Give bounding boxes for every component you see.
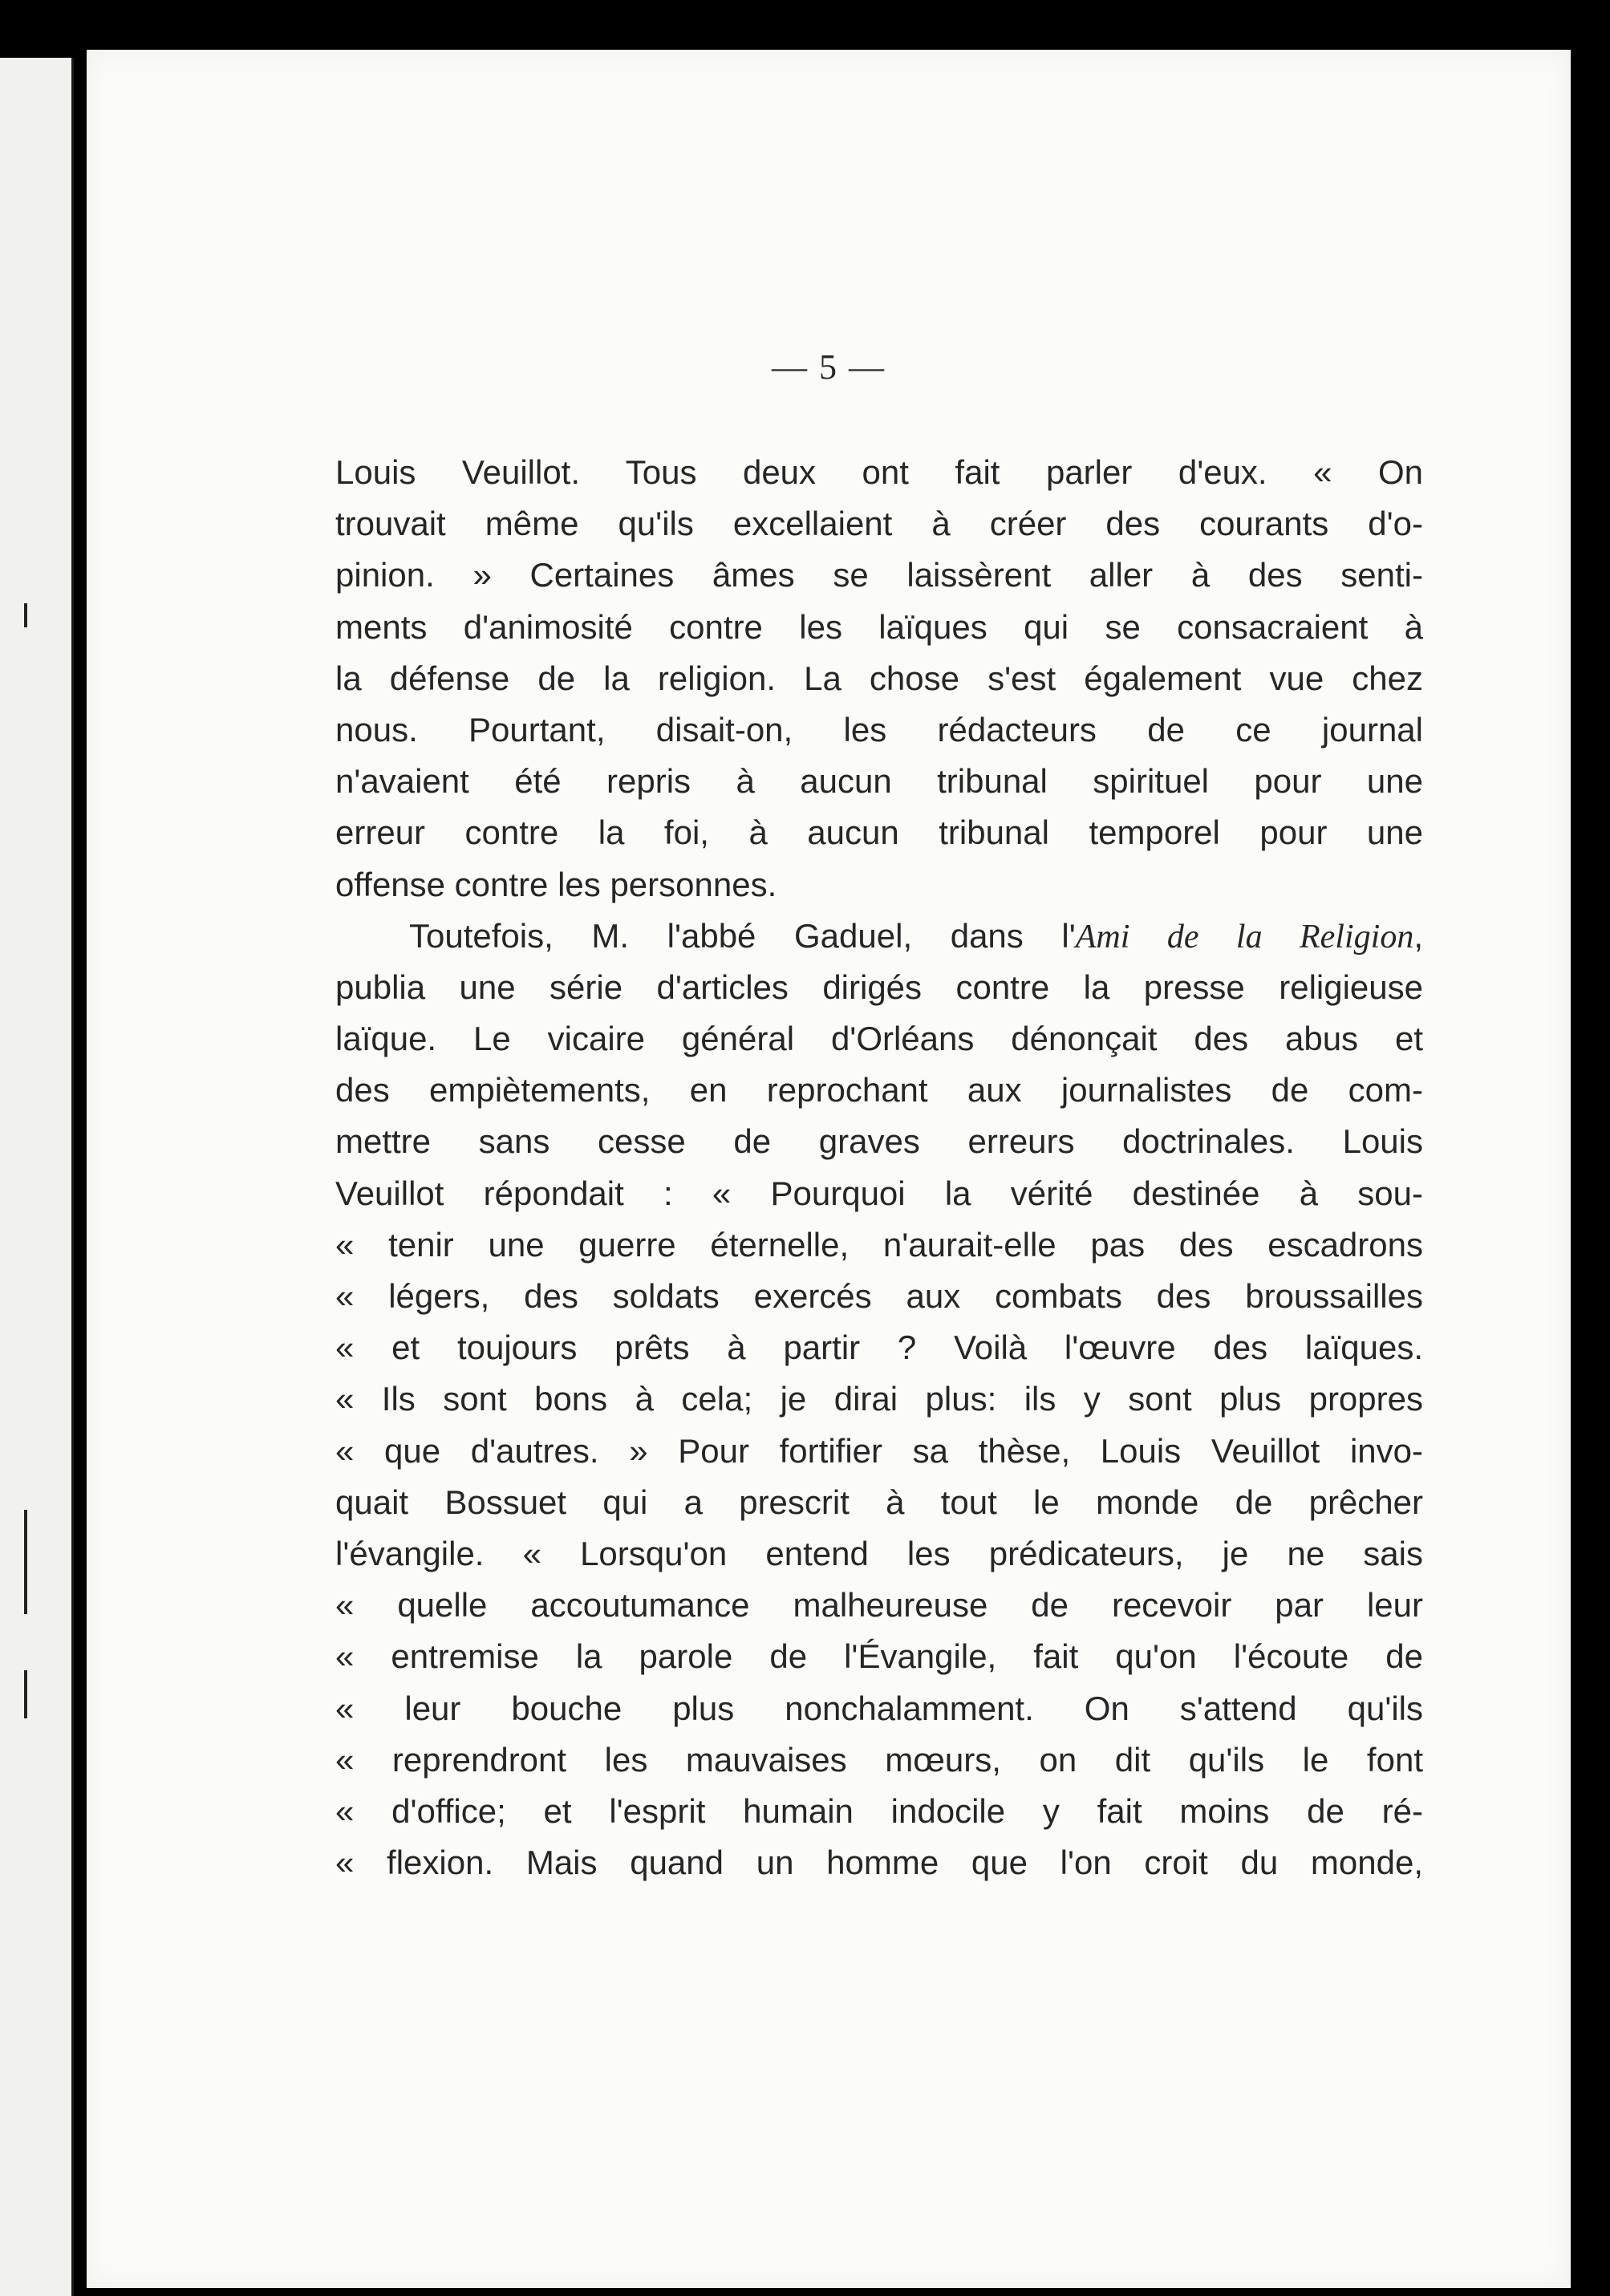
text-line: « d'office; et l'esprit humain indocile y fait moins de ré- [335,1791,1423,1830]
text-line: « Ils sont bons à cela; je dirai plus: ils y sont plus propres [335,1380,1423,1418]
text-line: n'avaient été repris à aucun tribunal spirituel pour une [335,762,1423,801]
text-line: « reprendront les mauvaises mœurs, on dit qu'ils le font [335,1740,1423,1779]
text-line: « leur bouche plus nonchalamment. On s'attend qu'ils [335,1689,1423,1727]
text-line: pinion. » Certaines âmes se laissèrent aller à des senti- [335,556,1423,594]
document-page [87,50,1571,2288]
text-line: quait Bossuet qui a prescrit à tout le monde de prêcher [335,1483,1423,1521]
text-line: laïque. Le vicaire général d'Orléans dénonçait des abus et [335,1020,1423,1058]
text-line: Veuillot répondait : « Pourquoi la vérité destinée à sou- [335,1174,1423,1212]
text-line: « quelle accoutumance malheureuse de recevoir par leur [335,1586,1423,1625]
text-line: Louis Veuillot. Tous deux ont fait parler d'eux. « On [335,453,1423,491]
paragraph-start-line [335,911,1423,962]
text-line: « que d'autres. » Pour fortifier sa thèse, Louis Veuillot invo- [335,1431,1423,1470]
italic-title: Ami de la Religion [1075,918,1414,955]
text-line: erreur contre la foi, à aucun tribunal temporel pour une [335,813,1423,852]
text-line: des empiètements, en reprochant aux journalistes de com- [335,1071,1423,1109]
text-line: l'évangile. « Lorsqu'on entend les prédicateurs, je ne sais [335,1534,1423,1572]
text-line: offense contre les personnes. [335,865,777,903]
text-line: « tenir une guerre éternelle, n'aurait-elle pas des escadrons [335,1225,1423,1264]
text-line: publia une série d'articles dirigés contre la presse religieuse [335,967,1423,1006]
text-line: ments d'animosité contre les laïques qui se consacraient à [335,607,1423,646]
text-span: Toutefois, M. l'abbé Gaduel, dans l' [409,916,1076,955]
body-text [335,447,1423,1888]
text-line: « flexion. Mais quand un homme que l'on croit du monde, [335,1844,1423,1882]
text-line: mettre sans cesse de graves erreurs doctrinales. Louis [335,1122,1423,1161]
text-line: « légers, des soldats exercés aux combats des broussailles [335,1277,1423,1315]
binding-mark [24,1510,27,1614]
text-line: « entremise la parole de l'Évangile, fait qu'on l'écoute de [335,1637,1423,1676]
text-span: , [1413,916,1423,955]
text-line: la défense de la religion. La chose s'est également vue chez [335,659,1423,697]
previous-page-edge [0,58,74,2296]
binding-mark [24,603,27,627]
text-line: nous. Pourtant, disait-on, les rédacteurs de ce journal [335,710,1423,748]
text-line: « et toujours prêts à partir ? Voilà l'œuvre des laïques. [335,1329,1423,1367]
page-number: — 5 — [772,347,886,387]
text-line: trouvait même qu'ils excellaient à créer des courants d'o- [335,505,1423,543]
binding-mark [24,1670,27,1718]
